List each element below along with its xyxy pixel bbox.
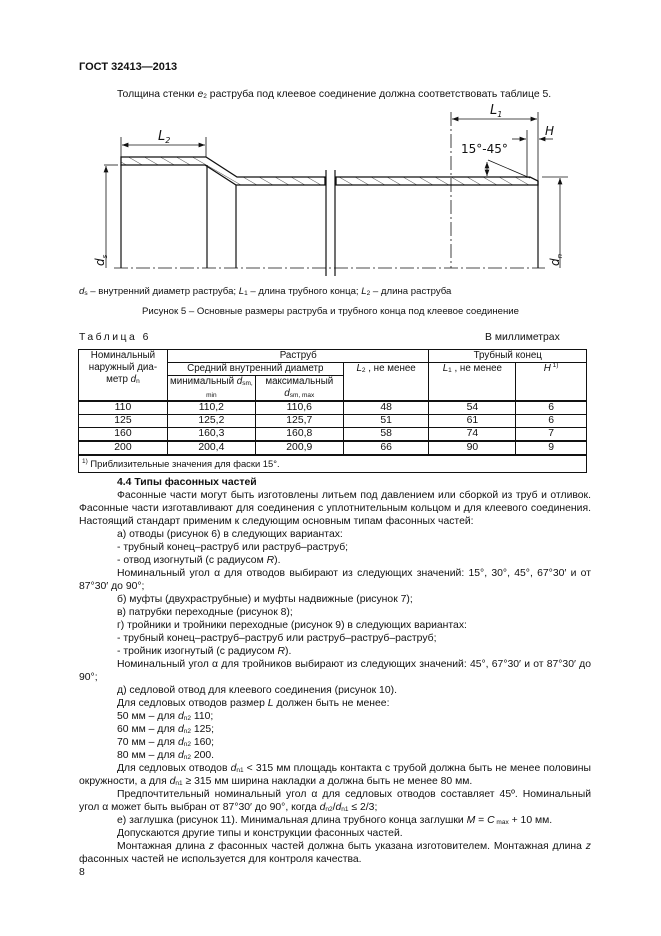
symbol: a (318, 776, 325, 787)
text-run: < 315 мм площадь контакта с трубой должна быть не менее половины окружности, а для (79, 763, 591, 787)
table-footnote (79, 455, 587, 473)
text-run: Приблизительные значения для фаски 15°. (87, 458, 280, 469)
table-cell: 200,4 (167, 441, 255, 455)
table-cell: 125,7 (255, 415, 343, 428)
page-number: 8 (79, 867, 85, 878)
table-cell: 125 (79, 415, 168, 428)
text-run: ). (274, 555, 281, 566)
text-run: 200. (190, 750, 215, 761)
text-run: должен быть не менее: (273, 698, 390, 709)
symbol: d (177, 724, 184, 735)
subscript: sm, min (206, 380, 253, 399)
symbol: d (79, 286, 85, 297)
document-header: ГОСТ 32413—2013 (79, 61, 178, 73)
table-row (79, 441, 587, 455)
col-header-min (167, 376, 255, 402)
table-cell: 61 (429, 415, 516, 428)
col-header-max (255, 376, 343, 402)
symbol: d (177, 750, 184, 761)
text-run: ≤ 2/3; (348, 802, 378, 813)
text-run: фасонных частей должна быть указана изготовителем. Монтажная длина (214, 841, 586, 852)
col-header-spigot: Трубный конец (429, 350, 587, 363)
table-cell: 6 (516, 415, 587, 428)
paragraph (79, 567, 591, 593)
label-angle: 15°-45° (461, 142, 508, 156)
paragraph (79, 749, 591, 762)
table-cell: 66 (343, 441, 429, 455)
text-run: е) заглушка (рисунок 11). Минимальная длина трубного конца заглушки (117, 815, 467, 826)
text-run: = (475, 815, 488, 826)
text-run: фасонных частей не используется для контроля качества. (79, 854, 362, 865)
text-run: 60 мм – для (117, 724, 178, 735)
table-row (79, 401, 587, 415)
text-run: минимальный (170, 376, 237, 387)
subscript: 2 (361, 367, 366, 374)
label-L1: $L_1$ (490, 103, 503, 119)
symbol: z (208, 841, 215, 852)
supscript: 1) (82, 458, 88, 465)
table-cell: 200 (79, 441, 168, 455)
paragraph (79, 554, 591, 567)
figure-caption: Рисунок 5 – Основные размеры раструба и трубного конца под клеевое соединение (142, 306, 519, 317)
text-run: - тройник изогнутый (с радиусом (117, 646, 278, 657)
text-run: 4.4 Типы фасонных частей (117, 477, 257, 488)
table-cell: 110,6 (255, 401, 343, 415)
figure-socket-spigot-drawing (0, 100, 661, 285)
subscript: n2 (325, 806, 333, 813)
label-dn: $d_n$ (548, 253, 564, 266)
symbol: R (266, 555, 275, 566)
figure-legend (79, 286, 451, 297)
paragraph (79, 723, 591, 736)
text-run: 80 мм – для (117, 750, 178, 761)
table-cell: 7 (516, 428, 587, 442)
text-run: ). (285, 646, 292, 657)
text-run: г) тройники и тройники переходные (рисунок 9) в следующих вариантах: (117, 620, 467, 631)
table-cell: 110,2 (167, 401, 255, 415)
text-run: б) муфты (двухраструбные) и муфты надвижные (рисунок 7); (117, 594, 413, 605)
symbol: d (236, 376, 243, 387)
symbol: d (284, 388, 290, 399)
text-run: + 10 мм. (508, 815, 553, 826)
table-cell: 160 (79, 428, 168, 442)
text-run: Фасонные части могут быть изготовлены литьем под давлением или сборкой из труб и отливок. Фасонные части изготавливают для соединения с уплотнительным кольцом и для клеевого соединения. Настоящий стандарт применим к следующим основным типам фасонных частей: (79, 490, 591, 527)
text-run: , не менее (365, 363, 416, 374)
table-title: Таблица 6 (79, 332, 151, 343)
text-run: 50 мм – для (117, 711, 178, 722)
col-header-nominal (79, 350, 168, 402)
paragraph (79, 632, 591, 645)
text-run: 160; (190, 737, 215, 748)
subscript: n2 (183, 741, 191, 748)
paragraph (79, 541, 591, 554)
supscript: 1) (550, 362, 559, 369)
table-cell: 160,3 (167, 428, 255, 442)
paragraph (79, 710, 591, 723)
subscript: sm, max (289, 392, 315, 399)
text-run: должна быть не менее 80 мм. (324, 776, 473, 787)
text-run: Предпочтительный номинальный угол α для седловых отводов составляет 45º. Номинальный угол α может быть выбран от 87°30′ до 90°, когда (79, 789, 591, 813)
subscript: s (84, 290, 88, 297)
subscript: n1 (341, 806, 349, 813)
table-cell: 54 (429, 401, 516, 415)
subscript: n2 (183, 715, 191, 722)
table-cell: 48 (343, 401, 429, 415)
paragraph (79, 814, 591, 827)
paragraph (79, 788, 591, 814)
paragraph (79, 528, 591, 541)
col-header-socket: Раструб (167, 350, 429, 363)
text-run: а) отводы (рисунок 6) в следующих вариантах: (117, 529, 343, 540)
text-run: , не менее (451, 363, 503, 374)
paragraph (79, 684, 591, 697)
section-4-4 (79, 476, 591, 866)
label-L2: $L_2$ (158, 129, 171, 145)
pipe-wall (121, 157, 538, 185)
col-header-L1 (429, 363, 516, 402)
table-cell: 90 (429, 441, 516, 455)
label-H: H (545, 124, 555, 138)
subscript: n1 (236, 767, 244, 774)
subscript: 2 (203, 93, 207, 100)
subscript: n (136, 378, 140, 385)
symbol: L (238, 286, 245, 297)
symbol: H (543, 363, 551, 374)
symbol: d (177, 711, 184, 722)
table-cell: 74 (429, 428, 516, 442)
paragraph (79, 736, 591, 749)
table-row (79, 428, 587, 442)
col-header-L2 (343, 363, 429, 402)
text-run: Для седловых отводов (117, 763, 231, 774)
intro-sentence (117, 89, 551, 100)
text-run: в) патрубки переходные (рисунок 8); (117, 607, 293, 618)
symbol: L (442, 363, 449, 374)
table-cell: 51 (343, 415, 429, 428)
subscript: max (494, 819, 509, 826)
symbol: L (267, 698, 274, 709)
text-run: Допускаются другие типы и конструкции фасонных частей. (117, 828, 403, 839)
paragraph (79, 593, 591, 606)
paragraph (79, 697, 591, 710)
symbol: d (169, 776, 176, 787)
paragraph (79, 762, 591, 788)
text-run: ≥ 315 мм ширина накладки (182, 776, 319, 787)
symbol: z (585, 841, 591, 852)
dimensions-table (78, 349, 587, 473)
paragraph (79, 645, 591, 658)
text-run: д) седловой отвод для клеевого соединения (рисунок 10). (117, 685, 397, 696)
paragraph (79, 840, 591, 866)
symbol: L (356, 363, 362, 374)
table-row (79, 415, 587, 428)
table-cell: 6 (516, 401, 587, 415)
symbol: d (335, 802, 342, 813)
table-cell: 160,8 (255, 428, 343, 442)
text-run: Номинальный наружный диа-метр (88, 350, 158, 385)
text-run: 110; (190, 711, 214, 722)
table-cell: 110 (79, 401, 168, 415)
paragraph (79, 489, 591, 528)
subscript: 2 (366, 290, 371, 297)
text-run: Номинальный угол α для отводов выбирают из следующих значений: 15°, 30°, 45°, 67°30′ и от 87°30′ до 90°; (79, 568, 591, 592)
subscript: n1 (175, 780, 183, 787)
paragraph (79, 827, 591, 840)
subscript: n2 (183, 728, 191, 735)
table-unit: В миллиметрах (485, 332, 560, 343)
section-heading (79, 476, 591, 489)
subscript: 1 (448, 367, 452, 374)
text-run: раструба под клеевое соединение должна соответствовать таблице 5. (206, 89, 552, 100)
text-run: / (332, 802, 336, 813)
text-run: – длина трубного конца; (247, 286, 362, 297)
text-run: Для седловых отводов размер (117, 698, 268, 709)
table-cell: 58 (343, 428, 429, 442)
paragraph (79, 658, 591, 684)
table-cell: 200,9 (255, 441, 343, 455)
text-run: 70 мм – для (117, 737, 178, 748)
text-run: - трубный конец–раструб–раструб или раструб–раструб–раструб; (117, 633, 437, 644)
table-cell: 9 (516, 441, 587, 455)
col-header-mean-inner: Средний внутренний диаметр (167, 363, 343, 376)
symbol: d (319, 802, 326, 813)
subscript: 1 (244, 290, 248, 297)
symbol: C (487, 815, 495, 826)
symbol: d (177, 737, 184, 748)
text-run: 125; (190, 724, 215, 735)
text-run: – внутренний диаметр раструба; (87, 286, 239, 297)
symbol: L (361, 286, 367, 297)
paragraph (79, 619, 591, 632)
symbol: M (466, 815, 476, 826)
symbol: R (277, 646, 285, 657)
label-ds: $d_s$ (93, 254, 109, 266)
text-run: - трубный конец–раструб или раструб–раструб; (117, 542, 349, 553)
text-run: Толщина стенки (117, 89, 198, 100)
text-run: Монтажная длина (117, 841, 209, 852)
symbol: d (130, 374, 137, 385)
text-run: максимальный (265, 376, 334, 387)
text-run: – длина раструба (370, 286, 452, 297)
paragraph (79, 606, 591, 619)
subscript: n2 (183, 754, 191, 761)
symbol: e (197, 89, 204, 100)
symbol: d (230, 763, 237, 774)
table-cell: 125,2 (167, 415, 255, 428)
text-run: Номинальный угол α для тройников выбирают из следующих значений: 45°, 67°30′ и от 87°30′ до 90°; (79, 659, 591, 683)
col-header-H (516, 363, 587, 402)
text-run: - отвод изогнутый (с радиусом (117, 555, 267, 566)
